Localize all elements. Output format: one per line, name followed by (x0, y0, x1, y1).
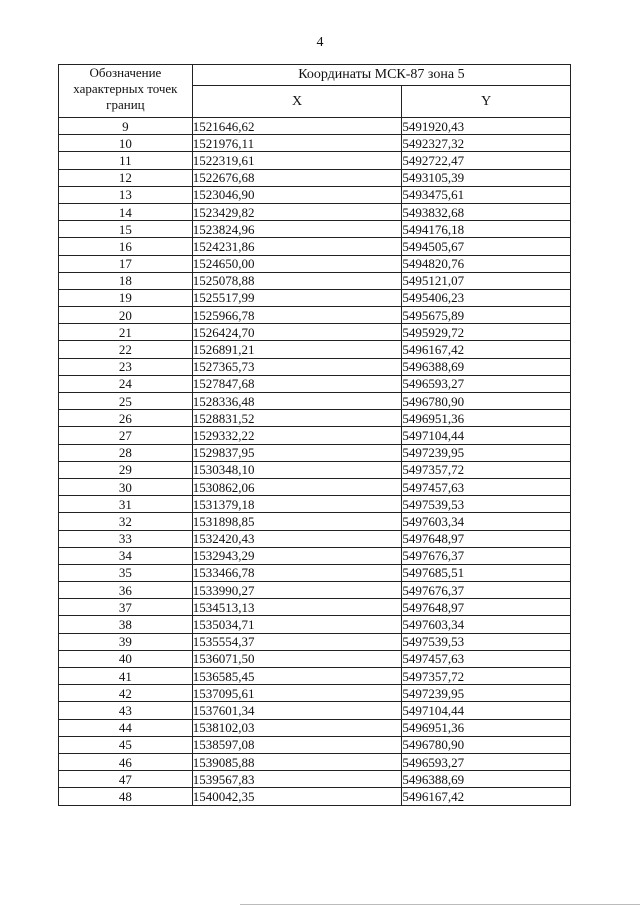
point-cell: 22 (59, 341, 193, 358)
x-cell: 1524231,86 (192, 238, 402, 255)
x-cell: 1532943,29 (192, 547, 402, 564)
x-cell: 1538102,03 (192, 719, 402, 736)
point-column-header: Обозначение характерных точек границ (59, 65, 193, 118)
table-row (59, 255, 571, 272)
y-cell: 5496593,27 (402, 375, 571, 392)
table-row (59, 771, 571, 788)
table-row (59, 152, 571, 169)
table-row (59, 272, 571, 289)
point-cell: 30 (59, 478, 193, 495)
x-cell: 1531379,18 (192, 496, 402, 513)
table-row (59, 547, 571, 564)
y-cell: 5492722,47 (402, 152, 571, 169)
table-row (59, 633, 571, 650)
point-cell: 48 (59, 788, 193, 805)
x-cell: 1528336,48 (192, 393, 402, 410)
table-row (59, 599, 571, 616)
table-row (59, 478, 571, 495)
x-cell: 1524650,00 (192, 255, 402, 272)
y-cell: 5493475,61 (402, 186, 571, 203)
point-cell: 9 (59, 118, 193, 135)
x-cell: 1526424,70 (192, 324, 402, 341)
y-cell: 5491920,43 (402, 118, 571, 135)
x-cell: 1530862,06 (192, 478, 402, 495)
table-row (59, 668, 571, 685)
table-row (59, 203, 571, 220)
point-cell: 19 (59, 289, 193, 306)
x-column-header: X (192, 86, 402, 118)
x-cell: 1538597,08 (192, 736, 402, 753)
x-cell: 1526891,21 (192, 341, 402, 358)
x-cell: 1521646,62 (192, 118, 402, 135)
y-cell: 5497104,44 (402, 427, 571, 444)
y-cell: 5497457,63 (402, 478, 571, 495)
point-cell: 28 (59, 444, 193, 461)
y-cell: 5495121,07 (402, 272, 571, 289)
point-cell: 11 (59, 152, 193, 169)
x-cell: 1537095,61 (192, 685, 402, 702)
y-cell: 5493832,68 (402, 203, 571, 220)
table-row (59, 289, 571, 306)
y-column-header: Y (402, 86, 571, 118)
x-cell: 1537601,34 (192, 702, 402, 719)
x-cell: 1525078,88 (192, 272, 402, 289)
table-row (59, 358, 571, 375)
table-row (59, 375, 571, 392)
x-cell: 1522676,68 (192, 169, 402, 186)
table-row (59, 564, 571, 581)
table-row (59, 341, 571, 358)
y-cell: 5493105,39 (402, 169, 571, 186)
point-cell: 33 (59, 530, 193, 547)
x-cell: 1522319,61 (192, 152, 402, 169)
y-cell: 5496388,69 (402, 358, 571, 375)
point-cell: 17 (59, 255, 193, 272)
point-cell: 45 (59, 736, 193, 753)
y-cell: 5497239,95 (402, 685, 571, 702)
point-cell: 40 (59, 650, 193, 667)
table-row (59, 427, 571, 444)
y-cell: 5495406,23 (402, 289, 571, 306)
table-row (59, 238, 571, 255)
point-cell: 38 (59, 616, 193, 633)
point-cell: 46 (59, 753, 193, 770)
point-cell: 23 (59, 358, 193, 375)
point-cell: 10 (59, 135, 193, 152)
y-cell: 5497648,97 (402, 599, 571, 616)
x-cell: 1533990,27 (192, 582, 402, 599)
x-cell: 1523824,96 (192, 221, 402, 238)
point-cell: 43 (59, 702, 193, 719)
y-cell: 5496593,27 (402, 753, 571, 770)
table-row (59, 753, 571, 770)
table-body (59, 118, 571, 806)
table-row (59, 685, 571, 702)
x-cell: 1525966,78 (192, 307, 402, 324)
y-cell: 5495675,89 (402, 307, 571, 324)
point-cell: 26 (59, 410, 193, 427)
x-cell: 1539567,83 (192, 771, 402, 788)
y-cell: 5497676,37 (402, 547, 571, 564)
table-row (59, 169, 571, 186)
x-cell: 1528831,52 (192, 410, 402, 427)
y-cell: 5496780,90 (402, 393, 571, 410)
point-cell: 31 (59, 496, 193, 513)
table-row (59, 530, 571, 547)
point-cell: 42 (59, 685, 193, 702)
table-row (59, 496, 571, 513)
coordinates-group-header: Координаты МСК-87 зона 5 (192, 65, 570, 86)
point-cell: 47 (59, 771, 193, 788)
y-cell: 5496388,69 (402, 771, 571, 788)
point-cell: 35 (59, 564, 193, 581)
y-cell: 5497603,34 (402, 513, 571, 530)
x-cell: 1534513,13 (192, 599, 402, 616)
table-row (59, 118, 571, 135)
point-cell: 14 (59, 203, 193, 220)
y-cell: 5497539,53 (402, 496, 571, 513)
point-cell: 29 (59, 461, 193, 478)
y-cell: 5496951,36 (402, 410, 571, 427)
y-cell: 5497603,34 (402, 616, 571, 633)
y-cell: 5496167,42 (402, 788, 571, 805)
point-cell: 37 (59, 599, 193, 616)
table-row (59, 410, 571, 427)
y-cell: 5497357,72 (402, 668, 571, 685)
x-cell: 1527847,68 (192, 375, 402, 392)
table-row (59, 582, 571, 599)
x-cell: 1530348,10 (192, 461, 402, 478)
y-cell: 5496780,90 (402, 736, 571, 753)
point-cell: 16 (59, 238, 193, 255)
x-cell: 1529332,22 (192, 427, 402, 444)
point-cell: 25 (59, 393, 193, 410)
table-row (59, 719, 571, 736)
coordinates-table (58, 64, 571, 806)
table-row (59, 788, 571, 805)
x-cell: 1523429,82 (192, 203, 402, 220)
point-cell: 34 (59, 547, 193, 564)
table-row (59, 307, 571, 324)
point-cell: 15 (59, 221, 193, 238)
table-row (59, 221, 571, 238)
x-cell: 1523046,90 (192, 186, 402, 203)
y-cell: 5497685,51 (402, 564, 571, 581)
table-row (59, 135, 571, 152)
point-cell: 44 (59, 719, 193, 736)
x-cell: 1525517,99 (192, 289, 402, 306)
x-cell: 1539085,88 (192, 753, 402, 770)
y-cell: 5497357,72 (402, 461, 571, 478)
y-cell: 5497239,95 (402, 444, 571, 461)
y-cell: 5492327,32 (402, 135, 571, 152)
point-cell: 39 (59, 633, 193, 650)
point-cell: 12 (59, 169, 193, 186)
x-cell: 1527365,73 (192, 358, 402, 375)
y-cell: 5497648,97 (402, 530, 571, 547)
point-cell: 32 (59, 513, 193, 530)
point-cell: 13 (59, 186, 193, 203)
x-cell: 1535554,37 (192, 633, 402, 650)
table-row (59, 513, 571, 530)
x-cell: 1533466,78 (192, 564, 402, 581)
table-row (59, 736, 571, 753)
y-cell: 5497676,37 (402, 582, 571, 599)
x-cell: 1540042,35 (192, 788, 402, 805)
table-row (59, 393, 571, 410)
table-row (59, 650, 571, 667)
y-cell: 5497104,44 (402, 702, 571, 719)
table-row (59, 702, 571, 719)
table-row (59, 461, 571, 478)
x-cell: 1521976,11 (192, 135, 402, 152)
x-cell: 1536585,45 (192, 668, 402, 685)
point-cell: 27 (59, 427, 193, 444)
table-row (59, 186, 571, 203)
point-cell: 18 (59, 272, 193, 289)
x-cell: 1535034,71 (192, 616, 402, 633)
table-row (59, 616, 571, 633)
x-cell: 1529837,95 (192, 444, 402, 461)
y-cell: 5495929,72 (402, 324, 571, 341)
x-cell: 1536071,50 (192, 650, 402, 667)
y-cell: 5494176,18 (402, 221, 571, 238)
y-cell: 5494505,67 (402, 238, 571, 255)
y-cell: 5497539,53 (402, 633, 571, 650)
y-cell: 5496167,42 (402, 341, 571, 358)
y-cell: 5497457,63 (402, 650, 571, 667)
y-cell: 5494820,76 (402, 255, 571, 272)
point-cell: 41 (59, 668, 193, 685)
point-cell: 21 (59, 324, 193, 341)
point-cell: 20 (59, 307, 193, 324)
point-cell: 24 (59, 375, 193, 392)
x-cell: 1531898,85 (192, 513, 402, 530)
table-row (59, 444, 571, 461)
x-cell: 1532420,43 (192, 530, 402, 547)
point-cell: 36 (59, 582, 193, 599)
page-number: 4 (316, 35, 324, 50)
y-cell: 5496951,36 (402, 719, 571, 736)
table-row (59, 324, 571, 341)
